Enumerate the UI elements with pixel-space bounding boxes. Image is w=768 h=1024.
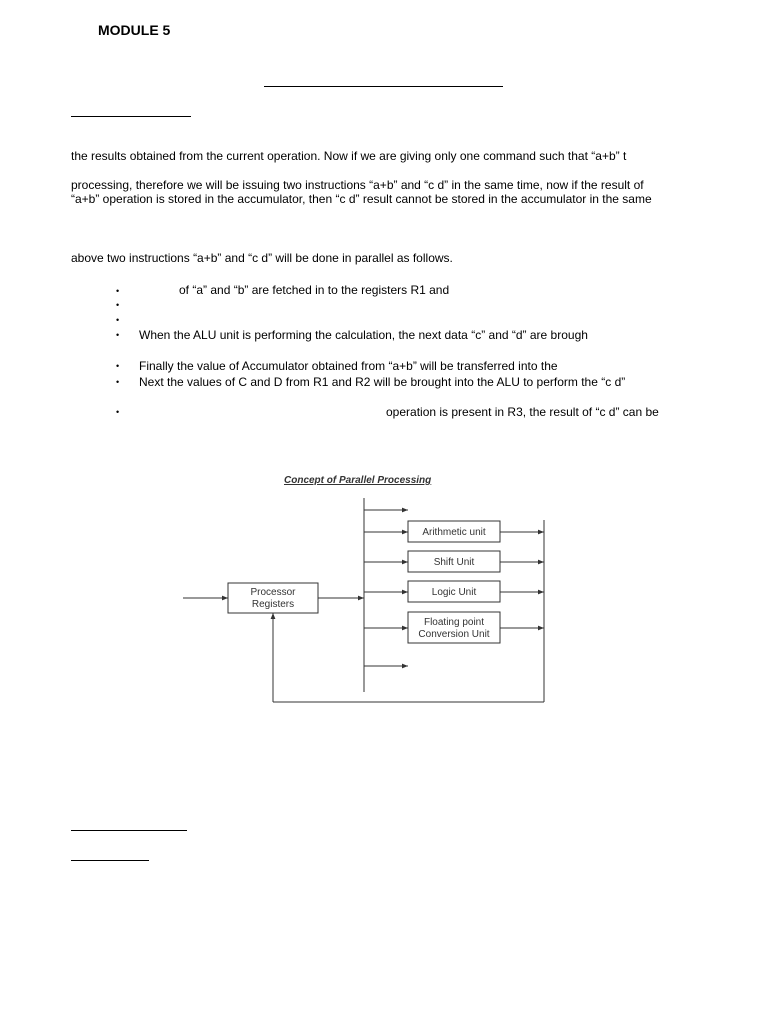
bullet-marker: •: [116, 286, 120, 296]
bullet-item-1: of “a” and “b” are fetched in to the registers R1 and: [179, 283, 450, 297]
bullet-marker: •: [116, 300, 120, 310]
logic-unit-label: Logic Unit: [431, 587, 477, 598]
bullet-item-5: Finally the value of Accumulator obtained from “a+b” will be transferred into the: [139, 359, 558, 373]
bullet-item-4: When the ALU unit is performing the calculation, the next data “c” and “d” are brough: [139, 328, 588, 342]
bullet-item-6: Next the values of C and D from R1 and R2 will be brought into the ALU to perform the “c d”: [139, 375, 626, 389]
bullet-marker: •: [116, 315, 120, 325]
bullet-marker: •: [116, 407, 120, 417]
floating-point-label-line2: Conversion Unit: [418, 629, 490, 640]
bullet-marker: •: [116, 361, 120, 371]
paragraph-2-line-2: “a+b” operation is stored in the accumulator, then “c d” result cannot be stored in the accumulator in the same: [71, 192, 652, 206]
floating-point-label-line1: Floating point: [423, 617, 485, 628]
bottom-subheading-underline: [71, 860, 149, 861]
paragraph-1: the results obtained from the current operation. Now if we are giving only one command such that “a+b” t: [71, 149, 627, 163]
figure-caption: Concept of Parallel Processing: [284, 475, 432, 486]
paragraph-2-line-1: processing, therefore we will be issuing two instructions “a+b” and “c d” in the same time, now if the result of: [71, 178, 644, 192]
bottom-heading-underline: [71, 830, 187, 831]
paragraph-3: above two instructions “a+b” and “c d” will be done in parallel as follows.: [71, 251, 453, 265]
bullet-item-7: operation is present in R3, the result of “c d” can be: [386, 405, 659, 419]
arithmetic-unit-label: Arithmetic unit: [422, 527, 486, 538]
processor-label-line2: Registers: [251, 599, 295, 610]
processor-label-line1: Processor: [250, 587, 296, 598]
module-title: MODULE 5: [98, 22, 171, 38]
bullet-marker: •: [116, 330, 120, 340]
bullet-marker: •: [116, 377, 120, 387]
shift-unit-label: Shift Unit: [433, 557, 475, 568]
